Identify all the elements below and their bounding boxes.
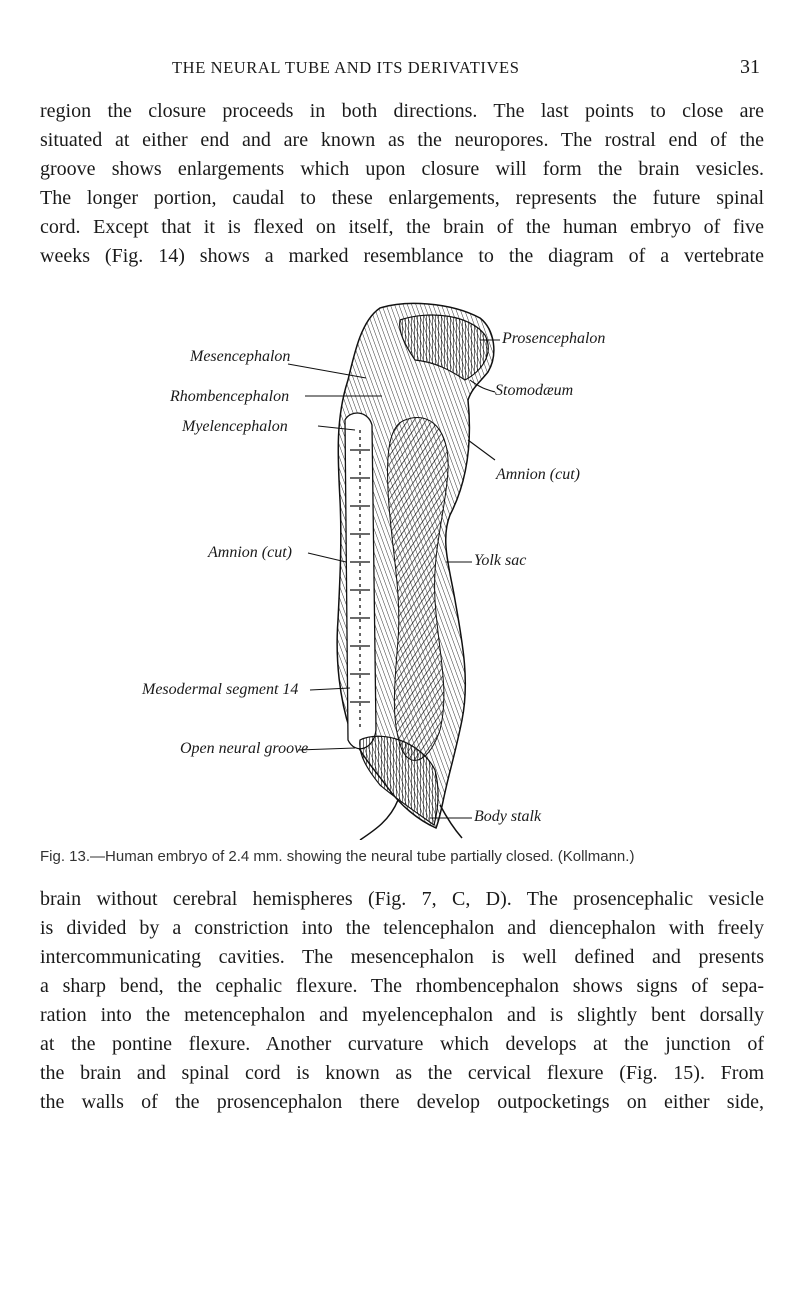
text-line: intercommunicating cavities. The mesencephalon is well defined and presents [40, 946, 764, 968]
text-line: situated at either end and are known as the neuropores. The rostral end of the [40, 129, 764, 151]
text-line: The longer portion, caudal to these enlargements, represents the future spinal [40, 187, 764, 209]
text-line: groove shows enlargements which upon closure will form the brain vesicles. [40, 158, 764, 180]
text-line: brain without cerebral hemispheres (Fig. 7, C, D). The prosencephalic vesicle [40, 888, 764, 910]
label-stomodaeum: Stomodæum [495, 382, 574, 399]
page-number: 31 [740, 56, 760, 78]
text-line: ration into the metencephalon and myelencephalon and is slightly bent dorsally [40, 1004, 764, 1026]
label-mesodermal-segment: Mesodermal segment 14 [142, 681, 299, 698]
paragraph-2 [40, 885, 764, 1117]
page-header [0, 58, 800, 82]
label-yolk-sac: Yolk sac [474, 552, 527, 569]
label-body-stalk: Body stalk [474, 808, 542, 825]
label-myelencephalon: Myelencephalon [182, 418, 288, 435]
label-prosencephalon: Prosencephalon [502, 330, 606, 347]
embryo-illustration [150, 300, 650, 840]
label-rhombencephalon: Rhombencephalon [170, 388, 290, 405]
text-line: the walls of the prosencephalon there develop outpocketings on either side, [40, 1091, 764, 1113]
text-line: the brain and spinal cord is known as the cervical flexure (Fig. 15). From [40, 1062, 764, 1084]
label-amnion-cut-right: Amnion (cut) [496, 466, 580, 483]
paragraph-1 [40, 97, 764, 271]
figure-caption: Fig. 13.—Human embryo of 2.4 mm. showing the neural tube partially closed. (Kollmann.) [40, 848, 635, 865]
text-line: is divided by a constriction into the telencephalon and diencephalon with freely [40, 917, 764, 939]
label-mesencephalon: Mesencephalon [190, 348, 291, 365]
text-line: at the pontine flexure. Another curvature which develops at the junction of [40, 1033, 764, 1055]
embryo-figure [142, 300, 650, 840]
text-line: weeks (Fig. 14) shows a marked resemblance to the diagram of a vertebrate [40, 245, 764, 267]
text-line: a sharp bend, the cephalic flexure. The rhombencephalon shows signs of sepa- [40, 975, 764, 997]
label-amnion-cut-left: Amnion (cut) [208, 544, 292, 561]
running-title: THE NEURAL TUBE AND ITS DERIVATIVES [172, 58, 520, 77]
label-open-neural-groove: Open neural groove [180, 740, 309, 757]
text-line: cord. Except that it is flexed on itself, the brain of the human embryo of five [40, 216, 764, 238]
text-line: region the closure proceeds in both directions. The last points to close are [40, 100, 764, 122]
